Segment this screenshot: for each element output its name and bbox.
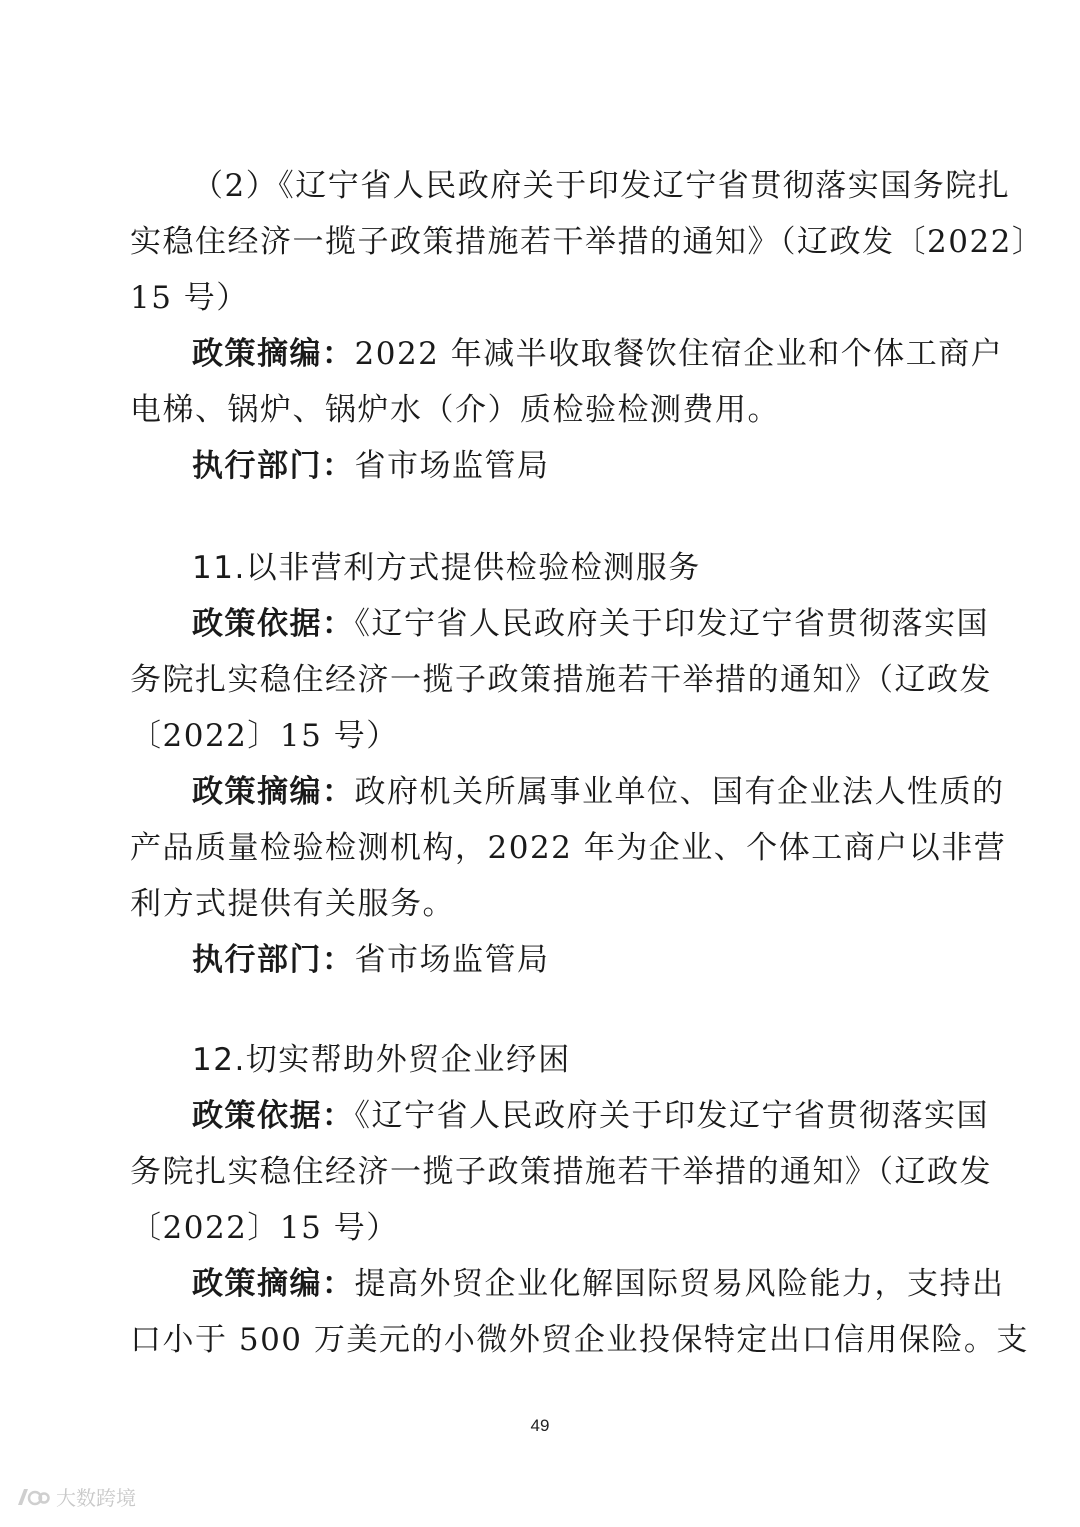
- policy-summary-line: 口小于 500 万美元的小微外贸企业投保特定出口信用保险。支: [130, 1322, 1029, 1358]
- executing-dept-label: 执行部门：: [192, 448, 355, 484]
- executing-dept-line: 执行部门：省市场监管局: [192, 448, 550, 484]
- executing-dept-label: 执行部门：: [192, 942, 355, 978]
- policy-basis-line: 政策依据：《辽宁省人民政府关于印发辽宁省贯彻落实国: [192, 606, 989, 642]
- section-heading: 11.以非营利方式提供检验检测服务: [192, 550, 701, 586]
- section-heading: 12.切实帮助外贸企业纾困: [192, 1042, 571, 1078]
- watermark: [14, 1482, 136, 1511]
- policy-basis-label: 政策依据：: [192, 606, 355, 642]
- policy-basis-line: 务院扎实稳住经济一揽子政策措施若干举措的通知》（辽政发: [130, 662, 992, 698]
- policy-summary-label: 政策摘编：: [192, 336, 355, 372]
- policy-basis-line: 〔2022〕15 号）: [130, 718, 399, 754]
- policy-summary-line: 政策摘编：政府机关所属事业单位、国有企业法人性质的: [192, 774, 1005, 810]
- brand-logo-icon: [14, 1485, 50, 1509]
- policy-summary-line: 产品质量检验检测机构，2022 年为企业、个体工商户以非营: [130, 830, 1007, 866]
- reference-line: （2）《辽宁省人民政府关于印发辽宁省贯彻落实国务院扎: [192, 168, 1011, 204]
- policy-summary-label: 政策摘编：: [192, 774, 355, 810]
- policy-summary-label: 政策摘编：: [192, 1266, 355, 1302]
- reference-line: 15 号）: [130, 280, 249, 316]
- reference-line: 实稳住经济一揽子政策措施若干举措的通知》（辽政发〔2022〕: [130, 224, 1045, 260]
- policy-basis-label: 政策依据：: [192, 1098, 355, 1134]
- policy-summary-line: 政策摘编：2022 年减半收取餐饮住宿企业和个体工商户: [192, 336, 1004, 372]
- policy-summary-line: 利方式提供有关服务。: [130, 886, 455, 922]
- policy-summary-line: 电梯、锅炉、锅炉水（介）质检验检测费用。: [130, 392, 780, 428]
- policy-basis-line: 〔2022〕15 号）: [130, 1210, 399, 1246]
- policy-basis-line: 务院扎实稳住经济一揽子政策措施若干举措的通知》（辽政发: [130, 1154, 992, 1190]
- page-number: 49: [530, 1416, 550, 1435]
- policy-summary-line: 政策摘编：提高外贸企业化解国际贸易风险能力，支持出: [192, 1266, 1005, 1302]
- policy-basis-line: 政策依据：《辽宁省人民政府关于印发辽宁省贯彻落实国: [192, 1098, 989, 1134]
- watermark-text: 大数跨境: [56, 1486, 136, 1510]
- executing-dept-line: 执行部门：省市场监管局: [192, 942, 550, 978]
